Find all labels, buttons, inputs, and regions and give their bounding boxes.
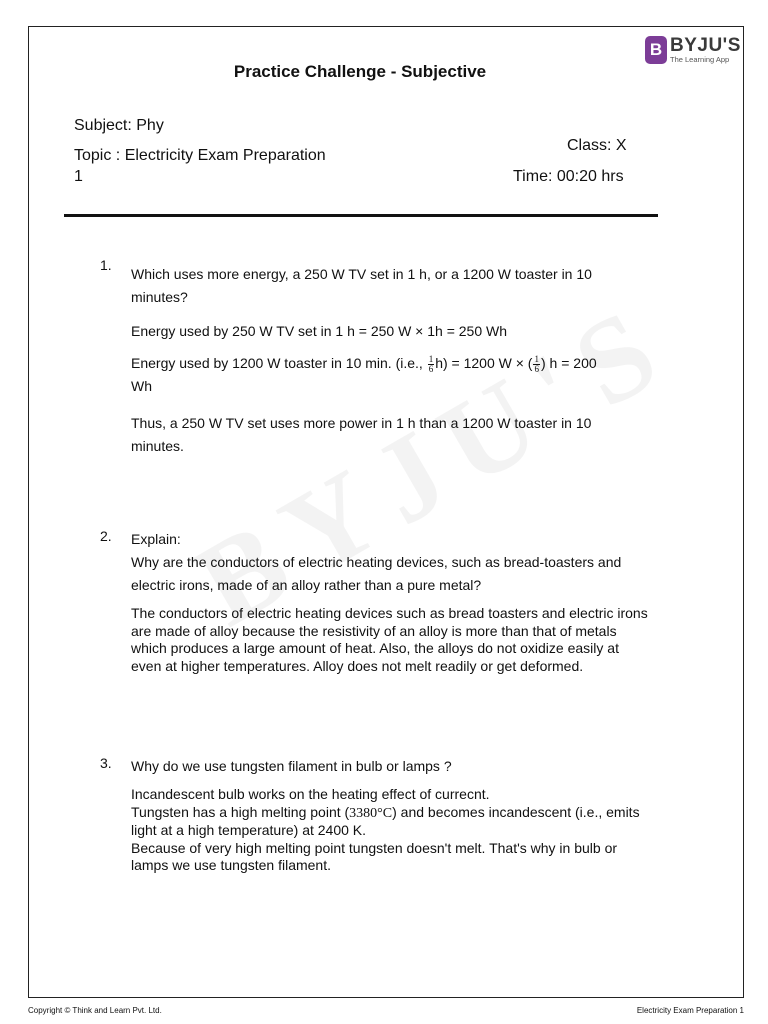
answer-paragraph — [131, 786, 651, 875]
time-label: Time: 00:20 hrs — [513, 168, 624, 185]
logo-mark-letter: B — [649, 40, 663, 59]
answer-line: Thus, a 250 W TV set uses more power in 1 h than a 1200 W toaster in 10 minutes. — [131, 415, 592, 454]
topic-label-continued: 1 — [74, 168, 83, 185]
answer-line — [131, 352, 651, 398]
answer-text: ) h = 200 — [540, 355, 597, 371]
answer-text: Energy used by 1200 W toaster in 10 min. (i.e., — [131, 355, 423, 371]
answer-text: h) = 1200 W × ( — [435, 355, 533, 371]
answer-text: Tungsten has a high melting point ( — [131, 803, 350, 820]
class-label: Class: X — [567, 137, 627, 154]
question-text: Why do we use tungsten filament in bulb or lamps ? — [131, 758, 452, 774]
fraction-denominator: 6 — [428, 363, 434, 374]
logo-name: BYJU'S — [670, 35, 741, 57]
fraction-numerator: 1 — [534, 353, 539, 364]
fraction-denominator: 6 — [534, 363, 539, 374]
fraction-numerator: 1 — [428, 353, 434, 364]
topic-label: Topic : Electricity Exam Preparation — [74, 147, 326, 164]
question-number: 3. — [100, 755, 112, 771]
logo-mark-icon — [645, 36, 667, 64]
fraction — [428, 355, 435, 374]
answer-line: Energy used by 250 W TV set in 1 h = 250 W × 1h = 250 Wh — [131, 323, 508, 339]
answer-text: Wh — [131, 377, 152, 394]
question-head: Explain: — [131, 531, 181, 547]
subject-label: Subject: Phy — [74, 117, 164, 134]
question-number: 1. — [100, 257, 112, 273]
logo-tagline: The Learning App — [670, 55, 730, 65]
footer-document-name: Electricity Exam Preparation 1 — [636, 1006, 744, 1015]
answer-paragraph: The conductors of electric heating devices such as bread toasters and electric irons are made of alloy because the resistivity of an alloy is more than that of metals which produces a large amount of heat. Also, the alloys do not oxidize easily at even at higher temperatures. Alloy does not melt readily or get deformed. — [131, 605, 648, 674]
question-text: Why are the conductors of electric heating devices, such as bread-toasters and electric irons, made of an alloy rather than a pure metal? — [131, 554, 622, 593]
question-text: Which uses more energy, a 250 W TV set in 1 h, or a 1200 W toaster in 10 minutes? — [131, 266, 592, 305]
answer-text: Incandescent bulb works on the heating effect of currecnt. — [131, 786, 490, 802]
footer-copyright: Copyright © Think and Learn Pvt. Ltd. — [28, 1006, 162, 1015]
question-number: 2. — [100, 528, 112, 544]
page-title: Practice Challenge - Subjective — [233, 62, 487, 81]
fraction — [533, 355, 540, 374]
header-divider — [64, 214, 658, 217]
logo-text — [670, 36, 741, 64]
answer-text: ) and becomes incandescent (i.e., emits light at a high temperature) at 2400 K. — [131, 803, 640, 838]
melting-point-value: 3380°C — [349, 805, 393, 821]
answer-text: Because of very high melting point tungsten doesn't melt. That's why in bulb or lamps we use tungsten filament. — [131, 839, 618, 873]
